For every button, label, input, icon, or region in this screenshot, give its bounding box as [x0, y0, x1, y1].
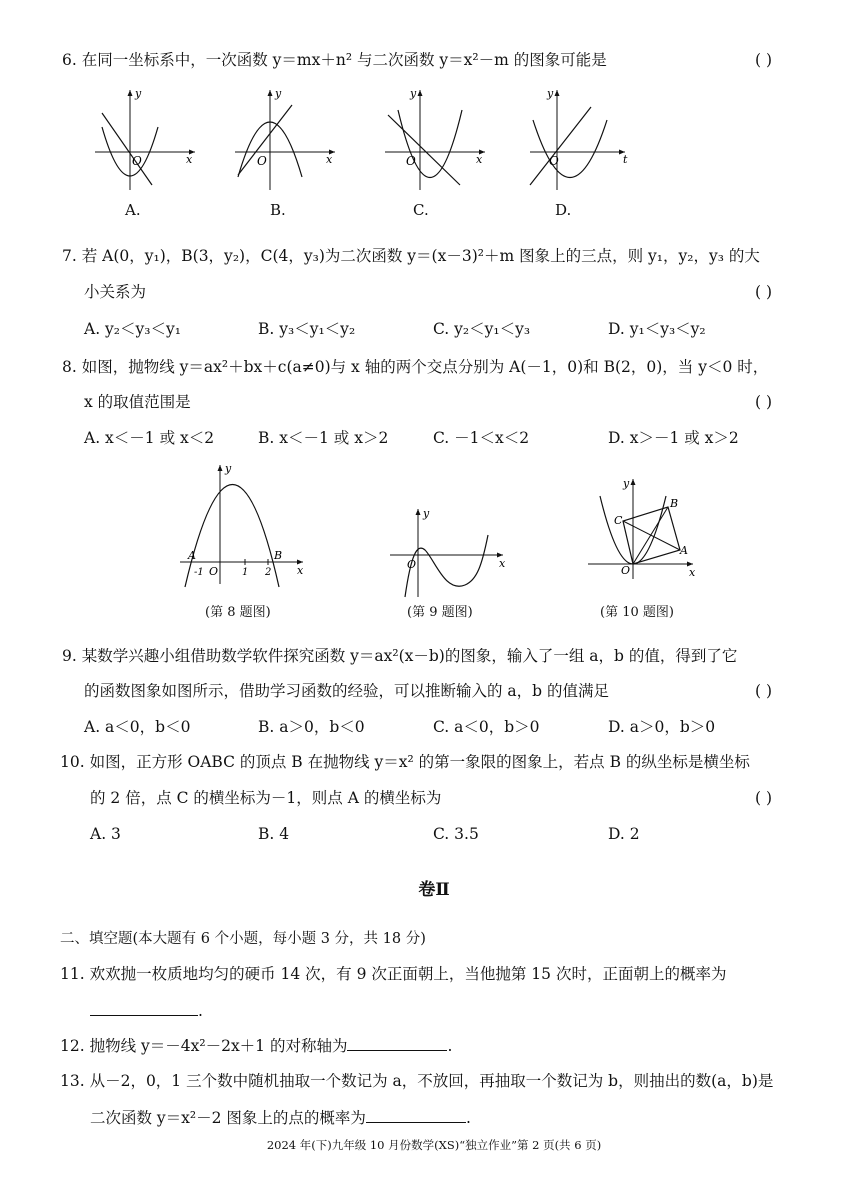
q6-graph-a: [90, 85, 200, 195]
q6-label-b: B.: [270, 201, 286, 219]
page-footer: 2024 年(下)九年级 10 月份数学(XS)“独立作业”第 2 页(共 6 页): [266, 1138, 602, 1152]
q9-option-c: C. a＜0，b＞0: [433, 718, 540, 736]
q6a-x-label: x: [186, 153, 193, 166]
q6-label-c: C.: [413, 201, 429, 219]
q7-option-a: A. y₂＜y₃＜y₁: [84, 320, 181, 338]
q11-answer-line: [90, 999, 203, 1022]
f10-point-c: C: [614, 514, 623, 527]
q6-label-d: D.: [555, 201, 572, 219]
q6-stem: 6. 在同一坐标系中，一次函数 y＝mx＋n² 与二次函数 y＝x²－m 的图象可能是: [62, 51, 607, 69]
f9-origin: O: [407, 558, 417, 571]
q10-answer-bracket: ( ): [755, 789, 773, 807]
f8-point-b: B: [274, 549, 283, 562]
f8-x-label: x: [297, 564, 304, 577]
q6a-origin: O: [132, 154, 142, 168]
q7-stem-line1: 7. 若 A(0，y₁)，B(3，y₂)，C(4，y₃)为二次函数 y＝(x－3)²＋m 图象上的三点，则 y₁，y₂，y₃ 的大: [62, 247, 760, 265]
f8-tick-1: 1: [242, 567, 249, 578]
q9-option-b: B. a＞0，b＜0: [258, 718, 365, 736]
q13-end-mark: .: [465, 1109, 471, 1127]
caption-q8: (第 8 题图): [205, 605, 271, 620]
q12-end-mark: .: [447, 1037, 453, 1055]
f10-x-label: x: [689, 566, 696, 579]
q7-answer-bracket: ( ): [755, 283, 773, 301]
q10-option-a: A. 3: [90, 825, 121, 843]
q7-option-c: C. y₂＜y₁＜y₃: [433, 320, 531, 338]
q10-stem-line1: 10. 如图，正方形 OABC 的顶点 B 在抛物线 y＝x² 的第一象限的图象上，若点 B 的纵坐标是横坐标: [60, 753, 750, 771]
q7-option-b: B. y₃＜y₁＜y₂: [258, 320, 356, 338]
q10-option-d: D. 2: [608, 825, 640, 843]
q8-option-b: B. x＜－1 或 x＞2: [258, 429, 389, 447]
q6d-y-label: y: [547, 87, 554, 100]
figure-q8: [175, 462, 310, 587]
q8-option-c: C. －1＜x＜2: [433, 429, 530, 447]
f10-point-b: B: [670, 497, 679, 510]
q12-line: [60, 1034, 452, 1057]
f9-y-label: y: [423, 507, 430, 520]
q9-answer-bracket: ( ): [755, 682, 773, 700]
figure-q10: [583, 474, 698, 584]
q6c-x-label: x: [476, 153, 483, 166]
q6d-origin: O: [549, 154, 559, 168]
q8-stem-line1: 8. 如图，抛物线 y＝ax²＋bx＋c(a≠0)与 x 轴的两个交点分别为 A(－1，0)和 B(2，0)，当 y＜0 时，: [62, 358, 769, 376]
q11-stem-line1: 11. 欢欢抛一枚质地均匀的硬币 14 次，有 9 次正面朝上，当他抛第 15 次时，正面朝上的概率为: [60, 965, 727, 983]
figure-q9: [385, 505, 510, 600]
f10-y-label: y: [623, 477, 630, 490]
section-title: 卷Ⅱ: [418, 880, 450, 900]
part2-heading: 二、填空题(本大题有 6 个小题，每小题 3 分，共 18 分): [60, 931, 426, 947]
f8-point-a: A: [188, 549, 196, 562]
q9-option-a: A. a＜0，b＜0: [84, 718, 191, 736]
q11-answer-blank[interactable]: [90, 999, 198, 1016]
q9-stem-line2: 的函数图象如图所示，借助学习函数的经验，可以推断输入的 a，b 的值满足: [84, 682, 610, 700]
q8-answer-bracket: ( ): [755, 393, 773, 411]
q11-end-mark: .: [198, 1002, 203, 1020]
q10-option-c: C. 3.5: [433, 825, 479, 843]
q6b-y-label: y: [275, 87, 282, 100]
q6-graph-b: [230, 85, 340, 195]
f10-point-a: A: [680, 544, 688, 557]
q12-stem: 12. 抛物线 y＝－4x²－2x＋1 的对称轴为: [60, 1037, 348, 1055]
q6-answer-bracket: ( ): [755, 51, 773, 69]
q13-stem-line1: 13. 从－2，0，1 三个数中随机抽取一个数记为 a，不放回，再抽取一个数记为 b，则抽出的数(a，b)是: [60, 1072, 774, 1090]
f8-tick-2: 2: [265, 567, 272, 578]
q10-option-b: B. 4: [258, 825, 290, 843]
q6-label-a: A.: [125, 201, 141, 219]
q8-stem-line2: x 的取值范围是: [84, 393, 191, 411]
f8-tick-neg1: -1: [194, 567, 204, 578]
q6c-y-label: y: [410, 87, 417, 100]
q9-stem-line1: 9. 某数学兴趣小组借助数学软件探究函数 y＝ax²(x－b)的图象，输入了一组 a，b 的值，得到了它: [62, 647, 738, 665]
q6-graph-c: [380, 85, 490, 195]
q9-option-d: D. a＞0，b＞0: [608, 718, 716, 736]
f8-y-label: y: [225, 462, 232, 475]
q13-answer-blank[interactable]: [366, 1106, 466, 1123]
q10-stem-line2: 的 2 倍，点 C 的横坐标为－1，则点 A 的横坐标为: [90, 789, 442, 807]
q6d-x-label: t: [623, 153, 628, 166]
q13-line2: [90, 1106, 471, 1129]
q6b-x-label: x: [326, 153, 333, 166]
q7-stem-line2: 小关系为: [84, 283, 147, 301]
q8-option-d: D. x＞－1 或 x＞2: [608, 429, 739, 447]
q6b-origin: O: [257, 154, 267, 168]
f9-x-label: x: [499, 557, 506, 570]
caption-q10: (第 10 题图): [600, 605, 674, 620]
q12-answer-blank[interactable]: [347, 1034, 447, 1051]
f8-origin: O: [209, 565, 219, 578]
q7-option-d: D. y₁＜y₃＜y₂: [608, 320, 706, 338]
q8-option-a: A. x＜－1 或 x＜2: [84, 429, 215, 447]
f10-origin: O: [621, 564, 631, 577]
caption-q9: (第 9 题图): [407, 605, 473, 620]
q6-graph-d: [525, 85, 635, 195]
q6c-origin: O: [406, 154, 416, 168]
q6a-y-label: y: [135, 87, 142, 100]
q13-stem-line2: 二次函数 y＝x²－2 图象上的点的概率为: [90, 1109, 366, 1127]
